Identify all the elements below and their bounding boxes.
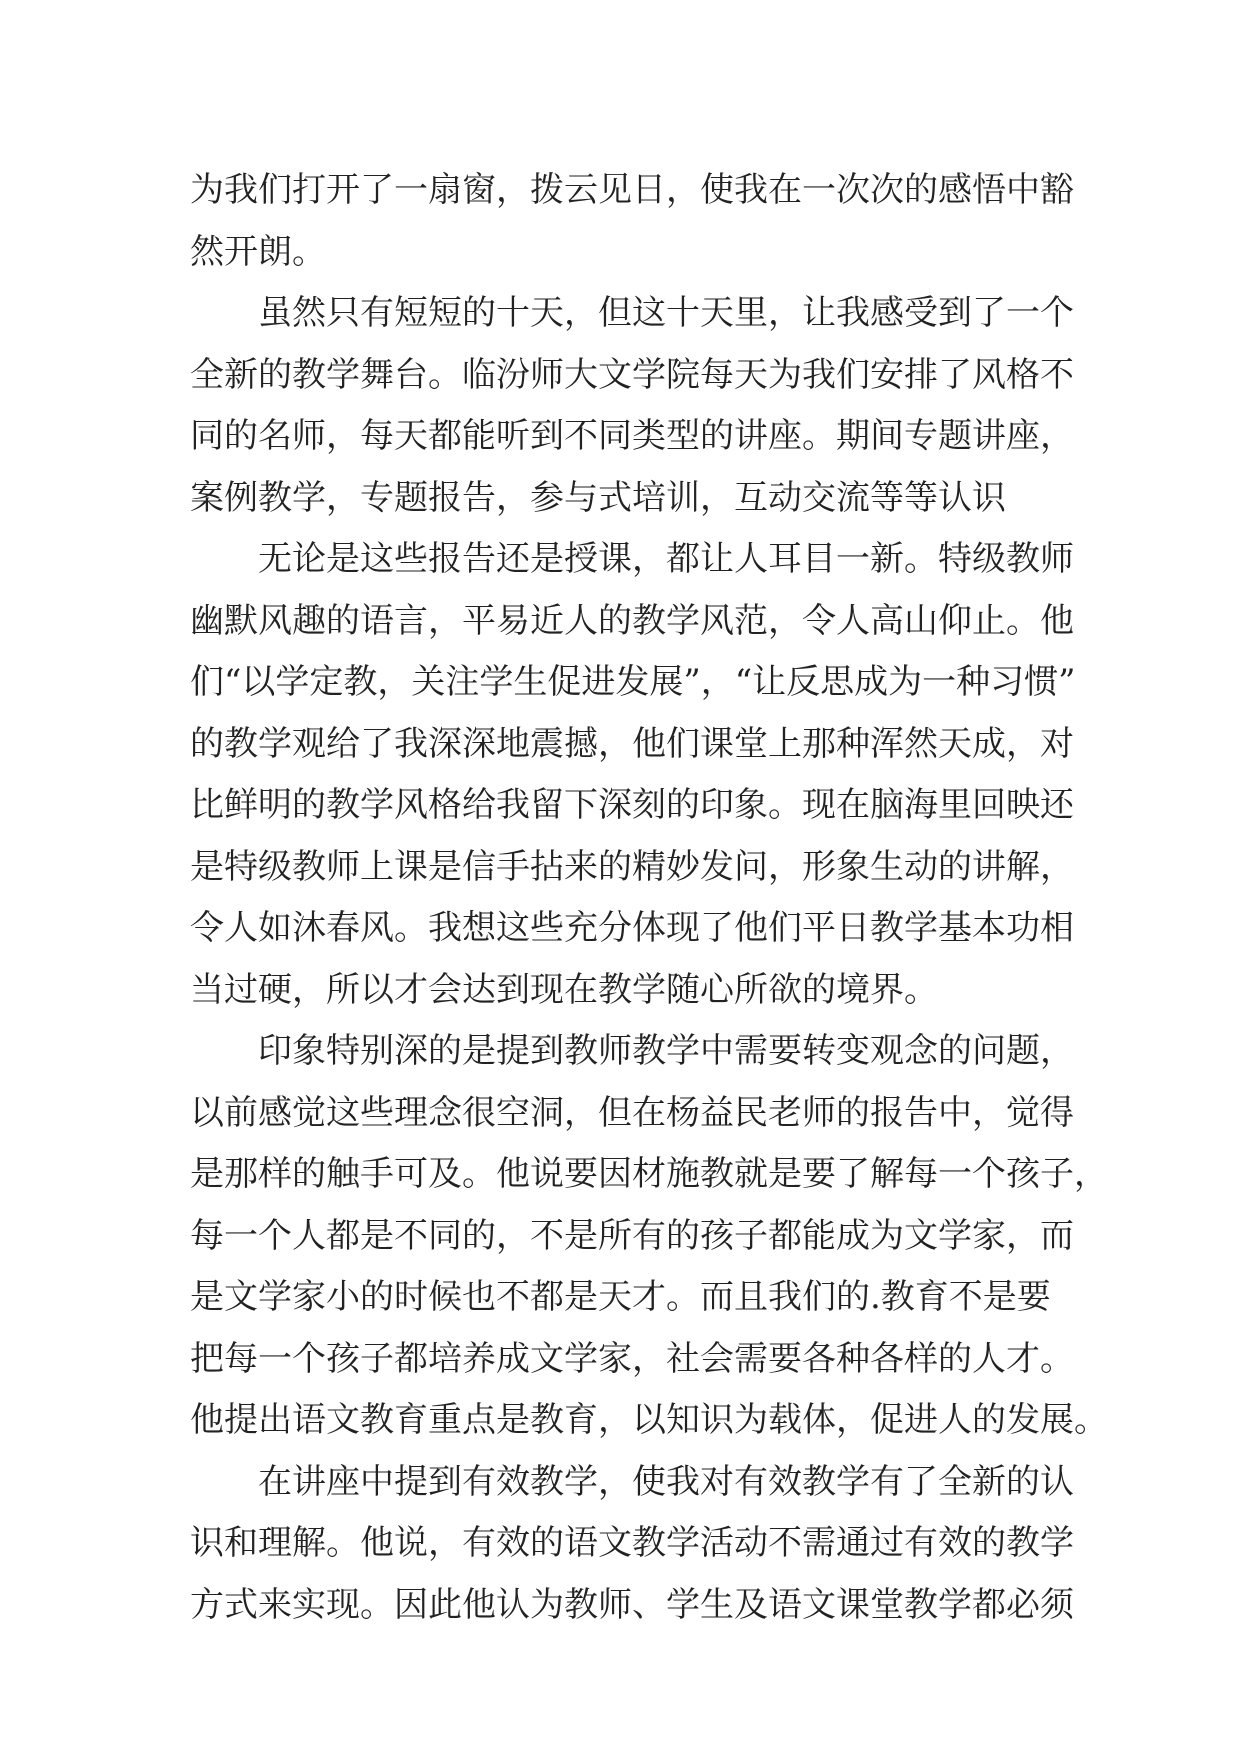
text-line: 识和理解。他说，有效的语文教学活动不需通过有效的教学 xyxy=(190,1523,1074,1563)
text-line: 是文学家小的时候也不都是天才。而且我们的.教育不是要 xyxy=(190,1277,1051,1317)
text-line: 然开朗。 xyxy=(190,231,326,272)
text-line: 以前感觉这些理念很空洞，但在杨益民老师的报告中，觉得 xyxy=(190,1092,1074,1133)
text-line: 为我们打开了一扇窗，拨云见日，使我在一次次的感悟中豁 xyxy=(190,170,1074,210)
text-line: 案例教学，专题报告，参与式培训，互动交流等等认识 xyxy=(190,477,1006,518)
text-line: 同的名师，每天都能听到不同类型的讲座。期间专题讲座， xyxy=(190,416,1074,456)
text-line: 令人如沐春风。我想这些充分体现了他们平日教学基本功相 xyxy=(190,908,1074,948)
paragraph-start-line: 印象特别深的是提到教师教学中需要转变观念的问题， xyxy=(258,1031,1074,1071)
text-line: 是那样的触手可及。他说要因材施教就是要了解每一个孩子， xyxy=(190,1154,1108,1194)
text-line: 每一个人都是不同的，不是所有的孩子都能成为文学家，而 xyxy=(190,1215,1074,1256)
text-line: 幽默风趣的语言，平易近人的教学风范，令人高山仰止。他 xyxy=(190,600,1074,641)
text-line: 他提出语文教育重点是教育，以知识为载体，促进人的发展。 xyxy=(190,1400,1108,1440)
text-line: 的教学观给了我深深地震撼，他们课堂上那种浑然天成，对 xyxy=(190,723,1074,764)
text-line: 方式来实现。因此他认为教师、学生及语文课堂教学都必须 xyxy=(190,1584,1074,1625)
document-body xyxy=(190,160,1108,1636)
text-line: 全新的教学舞台。临汾师大文学院每天为我们安排了风格不 xyxy=(190,354,1074,395)
text-line: 当过硬，所以才会达到现在教学随心所欲的境界。 xyxy=(190,969,938,1010)
paragraph-start-line: 无论是这些报告还是授课，都让人耳目一新。特级教师 xyxy=(258,539,1074,579)
text-line: 比鲜明的教学风格给我留下深刻的印象。现在脑海里回映还 xyxy=(190,785,1074,825)
text-line: 们“以学定教，关注学生促进发展”，“让反思成为一种习惯” xyxy=(190,662,1076,702)
paragraph-start-line: 在讲座中提到有效教学，使我对有效教学有了全新的认 xyxy=(258,1461,1074,1502)
paragraph-start-line: 虽然只有短短的十天，但这十天里，让我感受到了一个 xyxy=(258,293,1074,333)
text-line: 把每一个孩子都培养成文学家，社会需要各种各样的人才。 xyxy=(190,1338,1074,1379)
text-line: 是特级教师上课是信手拈来的精妙发问，形象生动的讲解， xyxy=(190,846,1074,887)
